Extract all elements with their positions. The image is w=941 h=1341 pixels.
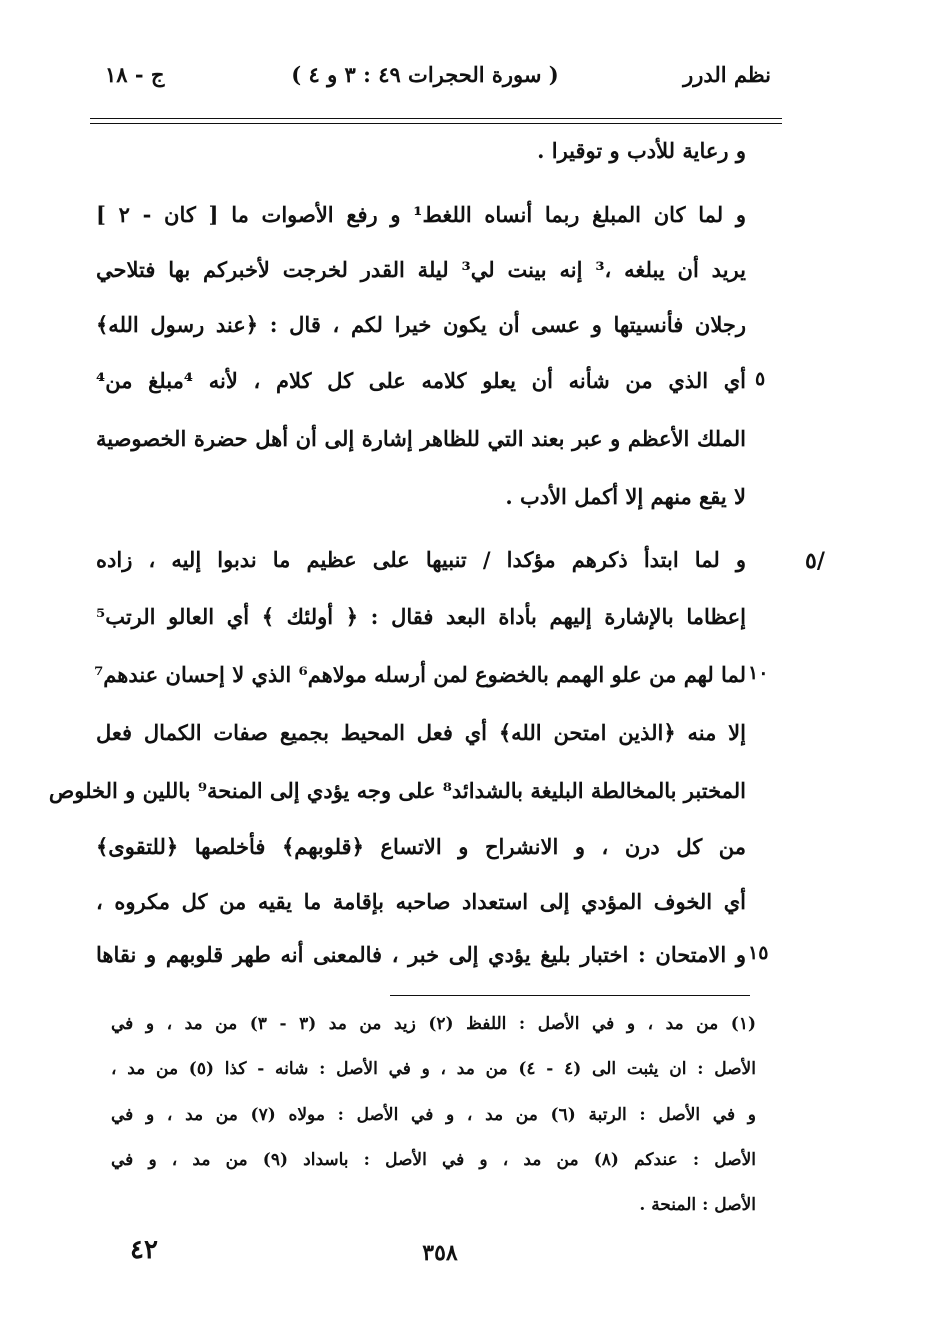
page-number: ٣٥٨ [422,1240,458,1266]
footnote-rule [390,995,750,996]
header-rule-top [90,118,782,119]
footnote-line: (١) من مد ، و في الأصل : اللفظ (٢) زيد من مد (٣ - ٣) من مد ، و في [111,1014,756,1034]
text-line: لا يقع منهم إلا أكمل الأدب . [505,484,746,509]
text-line: إعظاما بالإشارة إليهم بأداة البعد فقال : ﴿ أولئك ﴾ أي العالو الرتب⁵ [96,604,746,629]
text-line: و الامتحان : اختبار بليغ يؤدي إلى خبر ، فالمعنى أنه طهر قلوبهم و نقاها [96,942,746,967]
text-line: لما لهم من علو الهمم بالخضوع لمن أرسله مولاهم⁶ الذي لا إحسان عندهم⁷ [94,662,746,687]
line-number-5: ٥ [755,368,766,390]
text-line: يريد أن يبلغه ،³ إنه بينت لي³ ليلة القدر لخرجت لأخبركم بها فتلاحي [96,257,746,282]
manuscript-folio-mark: ٥/ [805,548,825,574]
text-line: و رعاية للأدب و توقيرا . [537,138,746,163]
text-line: و لما ابتدأ ذكرهم مؤكدا / تنبيها على عظيم ما ندبوا إليه ، زاده [96,547,746,572]
signature-mark: ٤٢ [130,1235,158,1265]
line-number-10: ١٠ [748,662,769,684]
text-line: أي الخوف المؤدي إلى استعداد صاحبه بإقامة ما يقيه من كل مكروه ، [96,889,746,914]
text-line: المختبر بالمخالطة البليغة بالشدائد⁸ على وجه يؤدي إلى المنحة⁹ باللين و الخلوص [48,778,746,803]
text-line: الملك الأعظم و عبر بعند التي للظاهر إشارة إلى أن أهل حضرة الخصوصية [96,426,746,451]
line-number-15: ١٥ [748,942,769,964]
book-title: نظم الدرر [683,62,771,87]
footnote-line: الأصل : عندكم (٨) من مد ، و في الأصل : باسداد (٩) من مد ، و في [111,1150,756,1170]
footnote-line: و في الأصل : الرتبة (٦) من مد ، و في الأصل : مولاه (٧) من مد ، و في [111,1105,756,1125]
footnote-line: الأصل : المنحة . [639,1195,756,1215]
surah-reference: ( سورة الحجرات ٤٩ : ٣ و ٤ ) [291,62,559,87]
text-line: إلا منه ﴿الذين امتحن الله﴾ أي فعل المحيط بجميع صفات الكمال فعل [96,720,746,745]
footnote-line: الأصل : ان يثبت الى (٤ - ٤) من مد ، و في الأصل : شانه - كذا (٥) من مد ، [111,1059,756,1079]
text-line: رجلان فأنسيتها و عسى أن يكون خيرا لكم ، قال : ﴿عند رسول الله﴾ [96,312,746,337]
text-line: و لما كان المبلغ ربما أنساه اللغط¹ و رفع الأصوات ما [ كان - ٢ ] [96,202,746,227]
text-line: أي الذي من شأنه أن يعلو كلامه على كل كلام ، لأنه ⁴مبلغ من⁴ [96,368,747,393]
text-line: من كل درن ، و الانشراح و الاتساع ﴿قلوبهم﴾ فأخلصها ﴿للتقوى﴾ [96,834,746,859]
volume-number: ج - ١٨ [105,62,165,87]
